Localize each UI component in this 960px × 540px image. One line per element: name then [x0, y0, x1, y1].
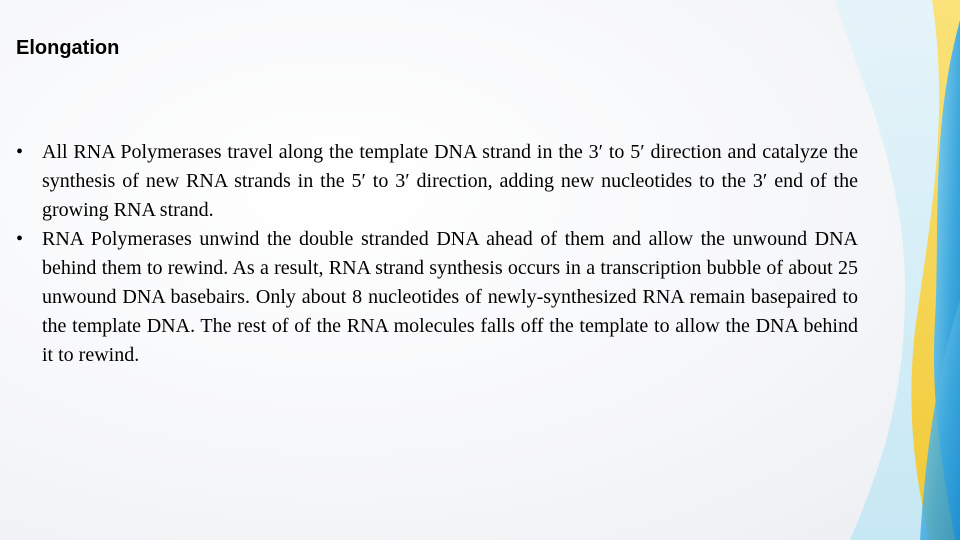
bullet-icon: •: [16, 141, 24, 163]
bullet-item: [16, 225, 858, 370]
bullet-item: [16, 138, 858, 225]
bullet-text: RNA Polymerases unwind the double stranded DNA ahead of them and allow the unwound DNA behind them to rewind. As a result, RNA strand synthesis occurs in a transcription bubble of about 25 unwound DNA basebairs. Only about 8 nucleotides of newly-synthesized RNA remain basepaired to the template DNA. The rest of of the RNA molecules falls off the template to allow the DNA behind it to rewind.: [42, 228, 858, 366]
bullet-icon: •: [16, 228, 24, 250]
bullet-list: [16, 138, 858, 370]
bullet-text: All RNA Polymerases travel along the template DNA strand in the 3′ to 5′ direction and catalyze the synthesis of new RNA strands in the 5′ to 3′ direction, adding new nucleotides to the 3′ end of the growing RNA strand.: [42, 141, 858, 221]
slide-title: Elongation: [16, 37, 120, 59]
